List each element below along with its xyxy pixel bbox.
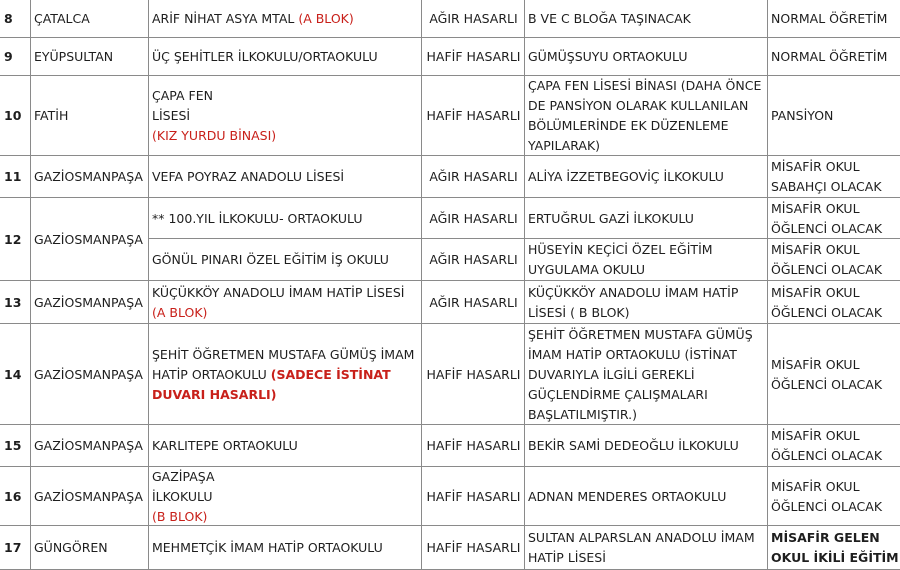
- cell-line: SABAHÇI OLACAK: [771, 179, 882, 194]
- cell-line: B VE C BLOĞA TAŞINACAK: [528, 11, 691, 26]
- cell-line: GÜMÜŞSUYU ORTAOKULU: [528, 49, 688, 64]
- school-text: VEFA POYRAZ ANADOLU LİSESİ: [152, 169, 345, 184]
- cell-lines: [771, 240, 882, 280]
- status-cell: [771, 38, 898, 76]
- cell-lines: [771, 355, 882, 395]
- cell-lines: [528, 528, 755, 568]
- cell-line: SULTAN ALPARSLAN ANADOLU İMAM: [528, 530, 755, 545]
- damage-cell: AĞIR HASARLI: [429, 294, 518, 310]
- school-line: [152, 538, 383, 558]
- cell-line: ADNAN MENDERES ORTAOKULU: [528, 488, 727, 504]
- col-rule: [524, 0, 525, 570]
- cell-lines: [771, 477, 882, 517]
- school-lines: [152, 436, 298, 456]
- school-line: [152, 106, 276, 126]
- school-lines: [152, 209, 363, 229]
- district-text: GÜNGÖREN: [34, 540, 108, 555]
- school-text: ÜÇ ŞEHİTLER İLKOKULU/ORTAOKULU: [152, 49, 378, 64]
- school-line: [152, 283, 404, 303]
- cell-line: HATİP LİSESİ: [528, 550, 606, 565]
- school-line: [152, 385, 414, 405]
- cell-line: MİSAFİR OKUL: [771, 242, 860, 257]
- school-line: [152, 167, 344, 187]
- cell-line: BAŞLATILMIŞTIR.): [528, 406, 637, 422]
- status-cell: [771, 425, 898, 467]
- status-cell: [771, 239, 898, 281]
- row-number-text: 11: [4, 169, 22, 184]
- cell-line: YAPILARAK): [528, 138, 601, 153]
- district-cell: [34, 198, 146, 281]
- school-cell: [152, 239, 419, 281]
- row-number-text: 14: [4, 366, 22, 382]
- school-text: ŞEHİT ÖĞRETMEN MUSTAFA GÜMÜŞ İMAM: [152, 346, 415, 362]
- status-cell: [771, 467, 898, 526]
- cell-lines: [771, 47, 887, 67]
- school-line: [152, 345, 414, 365]
- school-text: (A BLOK): [152, 304, 208, 320]
- cell-line: ÇAPA FEN LİSESİ BİNASI (DAHA ÖNCE: [528, 78, 762, 93]
- status-cell: [771, 156, 898, 198]
- relocation-cell: [528, 156, 765, 198]
- row-number-text: 13: [4, 294, 22, 310]
- school-line: [152, 365, 414, 385]
- cell-line: MİSAFİR OKUL: [771, 478, 860, 494]
- district-cell: [34, 526, 146, 570]
- school-lines: [152, 167, 344, 187]
- cell-lines: [771, 283, 882, 323]
- cell-line: ÖĞLENCİ OLACAK: [771, 448, 883, 463]
- cell-lines: [528, 76, 761, 156]
- cell-line: BEKİR SAMİ DEDEOĞLU İLKOKULU: [528, 438, 739, 453]
- school-text: KARLITEPE ORTAOKULU: [152, 438, 298, 453]
- row-number: [4, 198, 28, 281]
- cell-line: MİSAFİR OKUL: [771, 284, 860, 300]
- cell-line: NORMAL ÖĞRETİM: [771, 11, 888, 26]
- school-lines: [152, 9, 354, 29]
- district-cell: [34, 156, 146, 198]
- school-text: KÜÇÜKKÖY ANADOLU İMAM HATİP LİSESİ: [152, 284, 405, 300]
- school-cell: [152, 425, 419, 467]
- school-cell: [152, 526, 419, 570]
- status-cell: [771, 324, 898, 425]
- cell-lines: [528, 240, 713, 280]
- district-text: EYÜPSULTAN: [34, 49, 114, 64]
- cell-lines: [528, 167, 724, 187]
- row-number-text: 10: [4, 108, 22, 123]
- cell-line: ŞEHİT ÖĞRETMEN MUSTAFA GÜMÜŞ: [528, 326, 753, 342]
- district-text: GAZİOSMANPAŞA: [34, 169, 143, 184]
- school-lines: [152, 283, 404, 323]
- school-lines: [152, 86, 276, 146]
- district-cell: [34, 38, 146, 76]
- cell-lines: [528, 436, 739, 456]
- cell-lines: [771, 528, 899, 568]
- cell-line: LİSESİ ( B BLOK): [528, 304, 630, 320]
- row-number-text: 15: [4, 438, 22, 453]
- row-number: [4, 467, 28, 526]
- cell-lines: [771, 157, 882, 197]
- cell-line: GÜÇLENDİRME ÇALIŞMALARI: [528, 386, 708, 402]
- school-cell: [152, 0, 419, 38]
- row-number: [4, 425, 28, 467]
- district-text: GAZİOSMANPAŞA: [34, 438, 143, 453]
- row-number-text: 9: [4, 49, 13, 64]
- district-text: GAZİOSMANPAŞA: [34, 294, 143, 310]
- status-cell: [771, 526, 898, 570]
- cell-line: ÖĞLENCİ OLACAK: [771, 304, 883, 320]
- status-cell: [771, 76, 898, 156]
- school-cell: [152, 38, 419, 76]
- school-cell: [152, 281, 419, 324]
- district-text: GAZİOSMANPAŞA: [34, 366, 143, 382]
- school-cell: [152, 467, 419, 526]
- district-cell: [34, 76, 146, 156]
- school-lines: [152, 467, 215, 527]
- relocation-cell: [528, 425, 765, 467]
- cell-lines: [771, 426, 882, 466]
- damage-cell: HAFİF HASARLI: [426, 540, 521, 555]
- damage-cell: HAFİF HASARLI: [426, 488, 521, 504]
- school-line: [152, 9, 354, 29]
- school-text: ** 100.YIL İLKOKULU- ORTAOKULU: [152, 210, 363, 226]
- school-text: GÖNÜL PINARI ÖZEL EĞİTİM İŞ OKULU: [152, 252, 389, 267]
- row-number: [4, 76, 28, 156]
- relocation-cell: [528, 467, 765, 526]
- school-text: (KIZ YURDU BİNASI): [152, 128, 277, 143]
- district-cell: [34, 467, 146, 526]
- school-text: ÇAPA FEN: [152, 88, 213, 103]
- status-cell: [771, 0, 898, 38]
- school-text: (A BLOK): [294, 11, 354, 26]
- district-text: FATİH: [34, 108, 69, 123]
- damage-cell: AĞIR HASARLI: [429, 11, 518, 26]
- cell-line: MİSAFİR OKUL: [771, 200, 860, 216]
- relocation-cell: [528, 38, 765, 76]
- col-rule: [30, 0, 31, 570]
- col-rule: [148, 0, 149, 570]
- school-cell: [152, 198, 419, 239]
- school-text: (B BLOK): [152, 508, 208, 524]
- cell-line: İMAM HATİP ORTAOKULU (İSTİNAT: [528, 346, 737, 362]
- school-lines: [152, 250, 389, 270]
- school-text: GAZİPAŞA: [152, 468, 215, 484]
- cell-lines: [528, 47, 688, 67]
- relocation-cell: [528, 0, 765, 38]
- school-text: LİSESİ: [152, 108, 191, 123]
- row-number-text: 16: [4, 488, 22, 504]
- district-cell: [34, 425, 146, 467]
- cell-line: ÖĞLENCİ OLACAK: [771, 376, 883, 392]
- school-text: MEHMETÇİK İMAM HATİP ORTAOKULU: [152, 540, 383, 555]
- cell-lines: [528, 209, 694, 229]
- cell-line: HÜSEYİN KEÇİCİ ÖZEL EĞİTİM: [528, 242, 713, 257]
- row-number-text: 12: [4, 231, 22, 247]
- school-text: DUVARI HASARLI): [152, 386, 277, 402]
- school-lines: [152, 345, 414, 405]
- cell-lines: [771, 9, 887, 29]
- cell-line: PANSİYON: [771, 108, 834, 123]
- cell-line: DE PANSİYON OLARAK KULLANILAN: [528, 98, 749, 113]
- relocation-cell: [528, 526, 765, 570]
- cell-line: UYGULAMA OKULU: [528, 262, 646, 277]
- school-line: [152, 436, 298, 456]
- cell-line: ERTUĞRUL GAZİ İLKOKULU: [528, 210, 694, 226]
- school-line: [152, 250, 389, 270]
- cell-line: MİSAFİR OKUL: [771, 428, 860, 443]
- school-text: (SADECE İSTİNAT: [270, 366, 391, 382]
- cell-lines: [528, 325, 753, 425]
- cell-line: ÖĞLENCİ OLACAK: [771, 498, 883, 514]
- status-cell: [771, 281, 898, 324]
- district-cell: [34, 324, 146, 425]
- damage-cell: HAFİF HASARLI: [426, 108, 521, 123]
- relocation-cell: [528, 76, 765, 156]
- damage-cell: AĞIR HASARLI: [429, 252, 518, 267]
- damage-cell: HAFİF HASARLI: [426, 49, 521, 64]
- cell-lines: [771, 106, 833, 126]
- row-number-text: 8: [4, 11, 13, 26]
- cell-lines: [528, 487, 726, 507]
- school-line: [152, 126, 276, 146]
- school-line: [152, 209, 363, 229]
- school-lines: [152, 47, 378, 67]
- school-cell: [152, 324, 419, 425]
- school-cell: [152, 76, 419, 156]
- relocation-cell: [528, 324, 765, 425]
- cell-line: KÜÇÜKKÖY ANADOLU İMAM HATİP: [528, 284, 739, 300]
- cell-line: ALİYA İZZETBEGOVİÇ İLKOKULU: [528, 169, 724, 184]
- damage-cell: AĞIR HASARLI: [429, 210, 518, 226]
- school-text: İLKOKULU: [152, 488, 213, 504]
- row-number: [4, 526, 28, 570]
- col-rule: [767, 0, 768, 570]
- row-number: [4, 281, 28, 324]
- cell-lines: [528, 9, 691, 29]
- row-number: [4, 324, 28, 425]
- district-text: ÇATALCA: [34, 11, 90, 26]
- district-cell: [34, 281, 146, 324]
- school-line: [152, 47, 378, 67]
- col-rule: [421, 0, 422, 570]
- school-line: [152, 467, 215, 487]
- row-number-text: 17: [4, 540, 22, 555]
- school-lines: [152, 538, 383, 558]
- cell-line: ÖĞLENCİ OLACAK: [771, 262, 883, 277]
- damage-cell: AĞIR HASARLI: [429, 169, 518, 184]
- school-line: [152, 487, 215, 507]
- status-cell: [771, 198, 898, 239]
- row-number: [4, 156, 28, 198]
- school-line: [152, 303, 404, 323]
- school-cell: [152, 156, 419, 198]
- relocation-cell: [528, 198, 765, 239]
- district-text: GAZİOSMANPAŞA: [34, 231, 143, 247]
- cell-line: NORMAL ÖĞRETİM: [771, 49, 888, 64]
- school-text: HATİP ORTAOKULU: [152, 366, 271, 382]
- school-text: ARİF NİHAT ASYA MTAL: [152, 11, 295, 26]
- cell-lines: [528, 283, 738, 323]
- district-text: GAZİOSMANPAŞA: [34, 488, 143, 504]
- relocation-cell: [528, 239, 765, 281]
- relocation-cell: [528, 281, 765, 324]
- cell-line: OKUL İKİLİ EĞİTİM: [771, 550, 899, 565]
- cell-line: MİSAFİR OKUL: [771, 356, 860, 372]
- damage-cell: HAFİF HASARLI: [426, 438, 521, 453]
- school-line: [152, 86, 276, 106]
- row-number: [4, 0, 28, 38]
- cell-line: MİSAFİR OKUL: [771, 159, 860, 174]
- school-line: [152, 507, 215, 527]
- row-number: [4, 38, 28, 76]
- cell-lines: [771, 199, 882, 239]
- cell-line: DUVARIYLA İLGİLİ GEREKLİ: [528, 366, 695, 382]
- cell-line: MİSAFİR GELEN: [771, 530, 880, 545]
- cell-line: BÖLÜMLERİNDE EK DÜZENLEME: [528, 118, 729, 133]
- cell-line: ÖĞLENCİ OLACAK: [771, 220, 883, 236]
- damage-cell: HAFİF HASARLI: [426, 366, 521, 382]
- district-cell: [34, 0, 146, 38]
